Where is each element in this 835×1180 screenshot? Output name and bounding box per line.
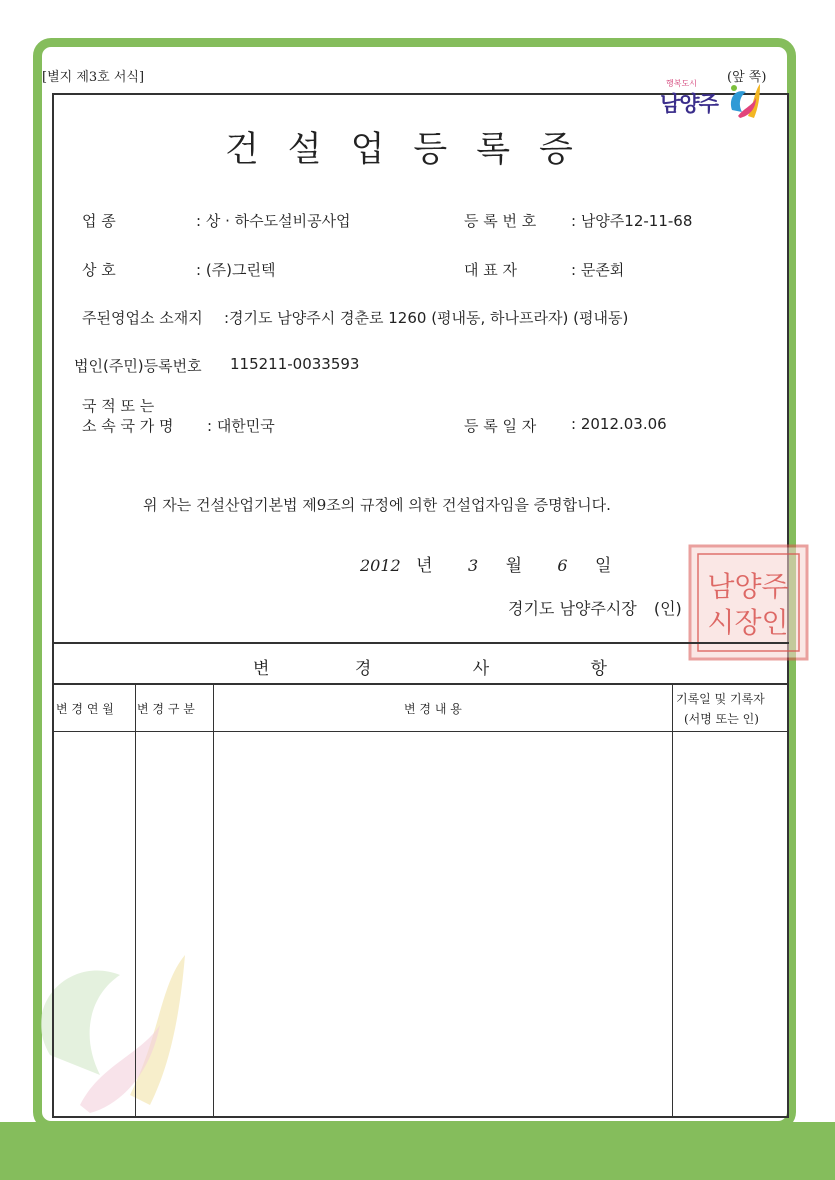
change-table-title-rule bbox=[52, 683, 789, 685]
reg-date-label: 등 록 일 자 bbox=[464, 417, 537, 435]
issue-month-unit: 월 bbox=[505, 556, 522, 576]
logo-mark-icon bbox=[726, 80, 766, 120]
address-value: :경기도 남양주시 경춘로 1260 (평내동, 하나프라자) (평내동) bbox=[224, 309, 629, 327]
change-title-char-3: 사 bbox=[472, 659, 490, 679]
col-header-change-date: 변 경 연 월 bbox=[56, 702, 114, 716]
nationality-value: : 대한민국 bbox=[207, 417, 275, 435]
reg-no-value: : 남양주12-11-68 bbox=[571, 212, 693, 230]
address-label: 주된영업소 소재지 bbox=[82, 309, 203, 327]
ceo-value: : 문존회 bbox=[571, 261, 625, 279]
company-value: : (주)그린텍 bbox=[196, 261, 276, 279]
reg-date-value: : 2012.03.06 bbox=[571, 415, 667, 433]
col-header-signature: (서명 또는 인) bbox=[684, 712, 759, 726]
city-logo bbox=[658, 78, 768, 126]
document-title: 건설업등록증 bbox=[225, 130, 602, 170]
col-header-change-content: 변 경 내 용 bbox=[404, 702, 462, 716]
issue-month: 3 bbox=[467, 556, 479, 575]
issue-day: 6 bbox=[557, 556, 568, 575]
form-number: [별지 제3호 서식] bbox=[42, 70, 145, 85]
col-divider-2 bbox=[213, 684, 214, 1117]
svg-text:시장인: 시장인 bbox=[707, 606, 789, 639]
logo-tagline: 행복도시 bbox=[666, 79, 697, 88]
ceo-label: 대 표 자 bbox=[464, 261, 518, 279]
col-divider-1 bbox=[135, 684, 136, 1117]
change-title-char-1: 변 bbox=[253, 659, 270, 679]
business-type-label: 업 종 bbox=[82, 212, 116, 230]
issuer-name: 경기도 남양주시장 bbox=[508, 599, 637, 618]
change-table-title bbox=[253, 654, 607, 679]
logo-name: 남양주 bbox=[660, 92, 718, 116]
page-side: (앞 쪽) bbox=[727, 70, 767, 85]
issue-year-unit: 년 bbox=[416, 556, 433, 576]
col-divider-3 bbox=[672, 684, 673, 1117]
seal-mark: (인) bbox=[653, 599, 682, 618]
business-type-value: : 상 · 하수도설비공사업 bbox=[196, 212, 351, 230]
nationality-label-2: 소 속 국 가 명 bbox=[82, 417, 174, 435]
change-title-char-4: 항 bbox=[590, 659, 607, 679]
col-header-recorder: 기록일 및 기록자 bbox=[676, 692, 765, 706]
issue-date bbox=[360, 551, 611, 576]
company-label: 상 호 bbox=[82, 261, 116, 279]
nationality-label-1: 국 적 또 는 bbox=[82, 397, 155, 415]
corp-no-label: 법인(주민)등록번호 bbox=[74, 357, 202, 375]
change-table-top-rule bbox=[52, 642, 789, 644]
reg-no-label: 등 록 번 호 bbox=[464, 212, 537, 230]
corp-no-value: 115211-0033593 bbox=[230, 355, 360, 373]
issuer bbox=[508, 596, 682, 619]
svg-text:남양주: 남양주 bbox=[707, 570, 789, 603]
change-table-header-rule bbox=[52, 731, 789, 732]
change-title-char-2: 경 bbox=[354, 659, 372, 679]
issue-day-unit: 일 bbox=[595, 556, 612, 576]
green-bottom-band bbox=[0, 1122, 835, 1180]
col-header-change-type: 변 경 구 분 bbox=[137, 702, 195, 716]
issue-year: 2012 bbox=[360, 556, 401, 575]
certification-statement: 위 자는 건설산업기본법 제9조의 규정에 의한 건설업자임을 증명합니다. bbox=[143, 496, 611, 514]
